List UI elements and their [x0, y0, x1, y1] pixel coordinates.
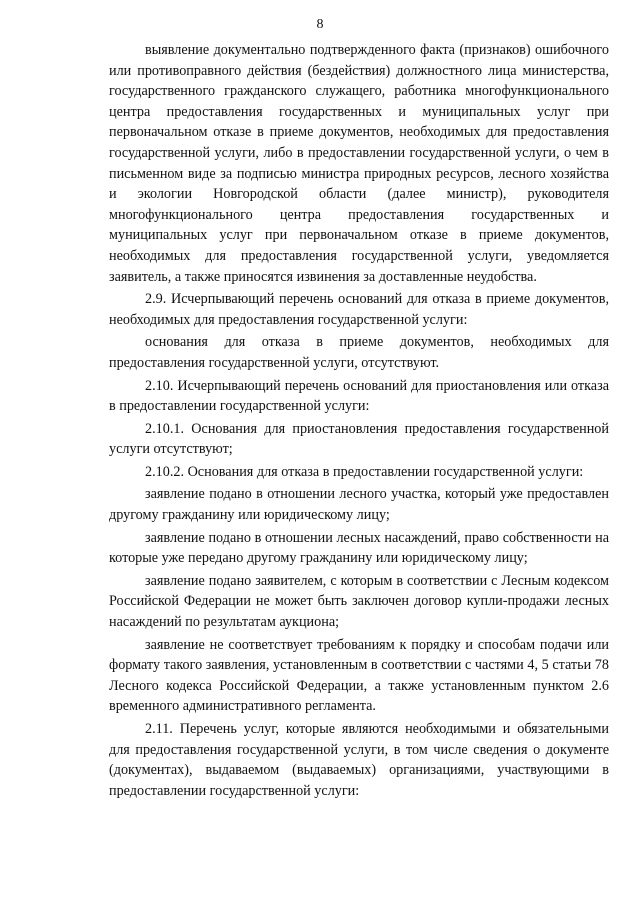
paragraph-2-10-2: 2.10.2. Основания для отказа в предоставлении государственной услуги:: [145, 463, 584, 480]
paragraph-2-11: 2.11. Перечень услуг, которые являются необходимыми и обязательными для предоставления государственной услуги, в том числе сведения о документе (документах), выдаваемом (выдаваемых) организациями, участвующими в предоставлении государственной услуги:: [109, 721, 609, 799]
paragraph-ground-applicant-ineligible: заявление подано заявителем, с которым в соответствии с Лесным кодексом Российской Федерации не может быть заключен договор купли-продажи лесных насаждений по результатам аукциона;: [109, 572, 609, 631]
paragraph-ground-ownership-transferred: заявление подано в отношении лесных насаждений, право собственности на которые уже передано другому гражданину или юридическому лицу;: [109, 529, 609, 567]
paragraph-2-10: 2.10. Исчерпывающий перечень оснований для приостановления или отказа в предоставлении государственной услуги:: [109, 377, 609, 415]
paragraph-2-10-1: 2.10.1. Основания для приостановления предоставления государственной услуги отсутствуют;: [109, 420, 609, 458]
page-number: 8: [316, 17, 324, 32]
paragraph-ground-format-noncompliant: заявление не соответствует требованиям к порядку и способам подачи или формату такого заявления, установленным в соответствии с частями 4, 5 статьи 78 Лесного кодекса Российской Федерации, а также установленным пунктом 2.6 временного административного регламента.: [109, 636, 609, 715]
paragraph-error-detection: выявление документально подтвержденного факта (признаков) ошибочного или противоправного действия (бездействия) должностного лица министерства, государственного гражданского служащего, работника многофункционального центра предоставления государственных и муниципальных услуг при первоначальном отказе в приеме документов, необходимых для предоставления государственной услуги, либо в предоставлении государственной услуги, о чем в письменном виде за подписью министра природных ресурсов, лесного хозяйства и экологии Новгородской области (далее министр), руководителя многофункционального центра предоставления государственных и муниципальных услуг при первоначальном отказе в приеме документов, необходимых для предоставления государственной услуги, уведомляется заявитель, а также приносятся извинения за доставленные неудобства.: [109, 42, 609, 285]
paragraph-2-9: 2.9. Исчерпывающий перечень оснований для отказа в приеме документов, необходимых для предоставления государственной услуги:: [109, 291, 609, 328]
paragraph-ground-plot-provided: заявление подано в отношении лесного участка, который уже предоставлен другому гражданину или юридическому лицу;: [109, 486, 609, 524]
document-body: [109, 40, 609, 801]
paragraph-no-grounds-refusal-acceptance: основания для отказа в приеме документов, необходимых для предоставления государственной услуги, отсутствуют.: [109, 334, 609, 371]
